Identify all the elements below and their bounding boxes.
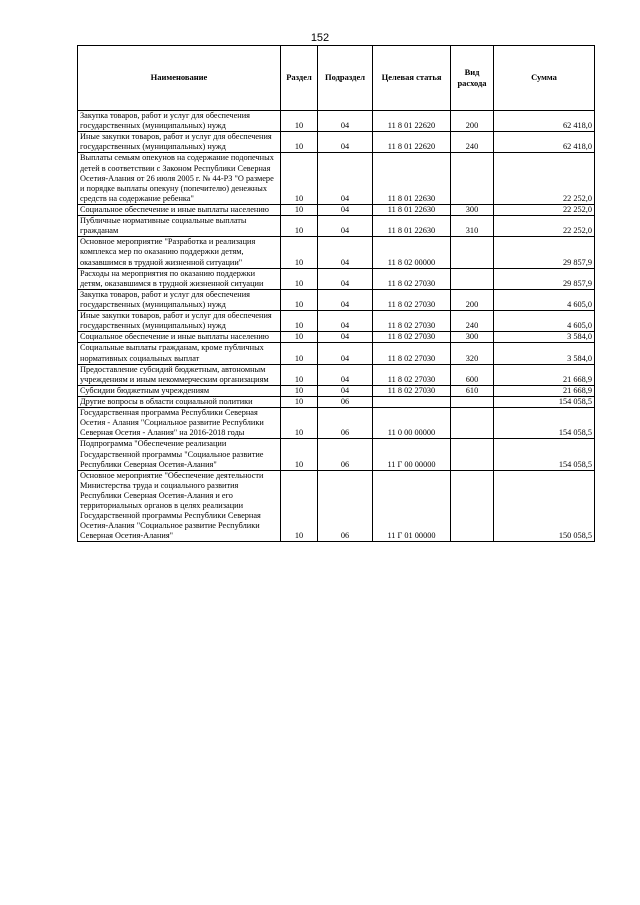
- cell-vid: [451, 268, 494, 289]
- cell-name: Государственная программа Республики Северная Осетия - Алания "Социальное развитие Республики Северная Осетия - Алания" на 2016-2018 годы: [78, 408, 281, 439]
- cell-target: 11 8 01 22630: [373, 153, 451, 205]
- cell-podrazdel: 04: [318, 289, 373, 310]
- table-row: [78, 385, 595, 396]
- cell-podrazdel: 04: [318, 268, 373, 289]
- cell-name: Основное мероприятие "Разработка и реализация комплекса мер по оказанию поддержки детям, оказавшимся в трудной жизненной ситуации": [78, 237, 281, 268]
- cell-target: 11 8 01 22620: [373, 111, 451, 132]
- table-row: [78, 408, 595, 439]
- cell-sum: 154 058,5: [494, 396, 595, 407]
- header-row: [78, 46, 595, 111]
- cell-razdel: 10: [281, 289, 318, 310]
- cell-target: 11 8 02 27030: [373, 268, 451, 289]
- cell-razdel: 10: [281, 153, 318, 205]
- cell-vid: 310: [451, 216, 494, 237]
- cell-target: 11 8 01 22630: [373, 216, 451, 237]
- cell-target: 11 8 02 27030: [373, 311, 451, 332]
- cell-podrazdel: 04: [318, 364, 373, 385]
- table-row: [78, 396, 595, 407]
- cell-sum: 62 418,0: [494, 132, 595, 153]
- cell-name: Социальное обеспечение и иные выплаты населению: [78, 204, 281, 215]
- cell-sum: 3 584,0: [494, 343, 595, 364]
- cell-vid: 200: [451, 111, 494, 132]
- cell-target: 11 8 01 22620: [373, 132, 451, 153]
- cell-podrazdel: 06: [318, 408, 373, 439]
- cell-name: Основное мероприятие "Обеспечение деятельности Министерства труда и социального развития Республики Северная Осетия-Алания и его территориальных органов в целях реализации Государственной программы Республики Северная Осетия-Алания "Социальное развитие Республики Северная Осетия-Алания": [78, 470, 281, 542]
- cell-razdel: 10: [281, 204, 318, 215]
- cell-vid: [451, 408, 494, 439]
- cell-vid: 610: [451, 385, 494, 396]
- cell-name: Социальное обеспечение и иные выплаты населению: [78, 332, 281, 343]
- cell-sum: 150 058,5: [494, 470, 595, 542]
- table-row: [78, 289, 595, 310]
- cell-razdel: 10: [281, 132, 318, 153]
- cell-vid: [451, 237, 494, 268]
- cell-sum: 29 857,9: [494, 237, 595, 268]
- cell-target: 11 Г 00 00000: [373, 439, 451, 470]
- cell-razdel: 10: [281, 364, 318, 385]
- table-header: [78, 46, 595, 111]
- cell-target: 11 Г 01 00000: [373, 470, 451, 542]
- cell-target: 11 8 02 27030: [373, 332, 451, 343]
- table-row: [78, 204, 595, 215]
- cell-podrazdel: 04: [318, 132, 373, 153]
- cell-vid: [451, 470, 494, 542]
- cell-razdel: 10: [281, 216, 318, 237]
- cell-sum: 21 668,9: [494, 385, 595, 396]
- cell-sum: 22 252,0: [494, 153, 595, 205]
- table-row: [78, 332, 595, 343]
- cell-razdel: 10: [281, 268, 318, 289]
- cell-target: 11 8 02 27030: [373, 289, 451, 310]
- budget-table: [77, 45, 595, 542]
- cell-podrazdel: 06: [318, 439, 373, 470]
- cell-vid: 240: [451, 132, 494, 153]
- table-row: [78, 364, 595, 385]
- cell-razdel: 10: [281, 111, 318, 132]
- table-body: [78, 111, 595, 542]
- table-row: [78, 343, 595, 364]
- cell-target: 11 8 02 27030: [373, 364, 451, 385]
- cell-vid: 600: [451, 364, 494, 385]
- cell-podrazdel: 04: [318, 111, 373, 132]
- cell-podrazdel: 04: [318, 153, 373, 205]
- cell-podrazdel: 04: [318, 385, 373, 396]
- cell-razdel: 10: [281, 311, 318, 332]
- cell-sum: 21 668,9: [494, 364, 595, 385]
- page-number: 152: [310, 32, 330, 44]
- table-row: [78, 268, 595, 289]
- cell-podrazdel: 04: [318, 237, 373, 268]
- cell-name: Подпрограмма "Обеспечение реализации Государственной программы "Социальное развитие Республики Северная Осетия-Алания": [78, 439, 281, 470]
- cell-vid: 300: [451, 204, 494, 215]
- cell-name: Предоставление субсидий бюджетным, автономным учреждениям и иным некоммерческим организациям: [78, 364, 281, 385]
- table-row: [78, 132, 595, 153]
- cell-vid: 200: [451, 289, 494, 310]
- cell-sum: 4 605,0: [494, 311, 595, 332]
- cell-target: 11 8 02 27030: [373, 343, 451, 364]
- table-row: [78, 311, 595, 332]
- cell-name: Иные закупки товаров, работ и услуг для обеспечения государственных (муниципальных) нужд: [78, 311, 281, 332]
- header-target: Целевая статья: [373, 46, 451, 111]
- cell-name: Социальные выплаты гражданам, кроме публичных нормативных социальных выплат: [78, 343, 281, 364]
- cell-name: Выплаты семьям опекунов на содержание подопечных детей в соответствии с Законом Республики Северная Осетия-Алания от 26 июля 2005 г. № 44-РЗ "О размере и порядке выплаты опекуну (попечителю) денежных средств на содержание ребенка": [78, 153, 281, 205]
- cell-razdel: 10: [281, 470, 318, 542]
- header-name: Наименование: [78, 46, 281, 111]
- cell-vid: 300: [451, 332, 494, 343]
- cell-podrazdel: 06: [318, 396, 373, 407]
- table-row: [78, 111, 595, 132]
- header-vid: Вид расхода: [451, 46, 494, 111]
- table-row: [78, 237, 595, 268]
- cell-razdel: 10: [281, 237, 318, 268]
- cell-name: Публичные нормативные социальные выплаты гражданам: [78, 216, 281, 237]
- header-sum: Сумма: [494, 46, 595, 111]
- cell-name: Субсидии бюджетным учреждениям: [78, 385, 281, 396]
- cell-razdel: 10: [281, 396, 318, 407]
- cell-target: [373, 396, 451, 407]
- cell-vid: 320: [451, 343, 494, 364]
- cell-podrazdel: 06: [318, 470, 373, 542]
- cell-name: Закупка товаров, работ и услуг для обеспечения государственных (муниципальных) нужд: [78, 289, 281, 310]
- cell-razdel: 10: [281, 408, 318, 439]
- header-podrazdel: Подраздел: [318, 46, 373, 111]
- cell-sum: 22 252,0: [494, 204, 595, 215]
- cell-target: 11 8 02 27030: [373, 385, 451, 396]
- cell-sum: 62 418,0: [494, 111, 595, 132]
- cell-razdel: 10: [281, 343, 318, 364]
- cell-sum: 22 252,0: [494, 216, 595, 237]
- header-razdel: Раздел: [281, 46, 318, 111]
- cell-sum: 154 058,5: [494, 439, 595, 470]
- cell-target: 11 0 00 00000: [373, 408, 451, 439]
- cell-name: Закупка товаров, работ и услуг для обеспечения государственных (муниципальных) нужд: [78, 111, 281, 132]
- cell-vid: [451, 153, 494, 205]
- cell-podrazdel: 04: [318, 204, 373, 215]
- cell-podrazdel: 04: [318, 343, 373, 364]
- cell-name: Другие вопросы в области социальной политики: [78, 396, 281, 407]
- table-row: [78, 470, 595, 542]
- cell-name: Расходы на мероприятия по оказанию поддержки детям, оказавшимся в трудной жизненной ситуации: [78, 268, 281, 289]
- cell-sum: 154 058,5: [494, 408, 595, 439]
- cell-podrazdel: 04: [318, 332, 373, 343]
- cell-podrazdel: 04: [318, 311, 373, 332]
- cell-vid: [451, 439, 494, 470]
- cell-vid: [451, 396, 494, 407]
- cell-target: 11 8 01 22630: [373, 204, 451, 215]
- cell-target: 11 8 02 00000: [373, 237, 451, 268]
- cell-sum: 4 605,0: [494, 289, 595, 310]
- table-row: [78, 153, 595, 205]
- cell-razdel: 10: [281, 385, 318, 396]
- cell-sum: 3 584,0: [494, 332, 595, 343]
- cell-name: Иные закупки товаров, работ и услуг для обеспечения государственных (муниципальных) нужд: [78, 132, 281, 153]
- cell-sum: 29 857,9: [494, 268, 595, 289]
- cell-razdel: 10: [281, 332, 318, 343]
- cell-podrazdel: 04: [318, 216, 373, 237]
- table-row: [78, 439, 595, 470]
- table-row: [78, 216, 595, 237]
- cell-vid: 240: [451, 311, 494, 332]
- cell-razdel: 10: [281, 439, 318, 470]
